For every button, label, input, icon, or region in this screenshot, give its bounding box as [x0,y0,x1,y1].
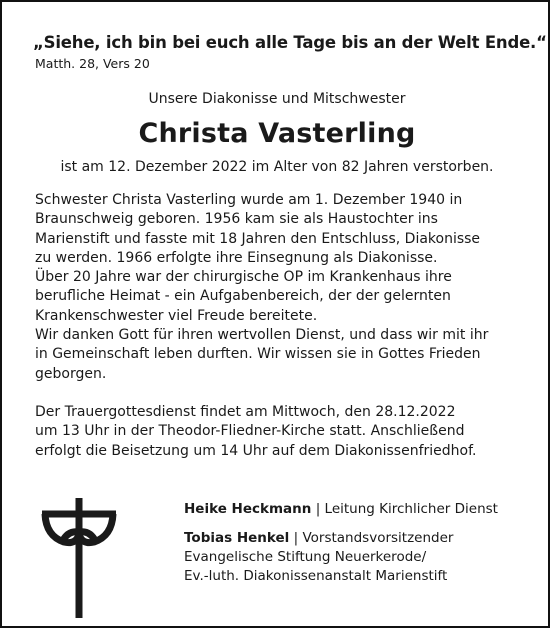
service-line: um 13 Uhr in der Theodor-Fliedner-Kirche statt. Anschließend [35,423,465,440]
signatory-role: Vorstandsvorsitzender [302,530,454,546]
bio-line: Wir danken Gott für ihren wertvollen Dienst, und dass wir mit ihr [35,327,489,344]
bio-line: geborgen. [35,365,107,382]
bio-line: Braunschweig geboren. 1956 kam sie als Haustochter ins [35,211,438,228]
bio-line: berufliche Heimat - ein Aufgabenbereich, der der gelernten [35,288,451,305]
bio-line: Marienstift und fasste mit 18 Jahren den Entschluss, Diakonisse [35,230,481,247]
intro-line: Unsere Diakonisse und Mitschwester [148,91,406,107]
bible-quote: „Siehe, ich bin bei euch alle Tage bis an der Welt Ende.“ [33,33,547,52]
service-line: erfolgt die Beisetzung um 14 Uhr auf dem Diakonissenfriedhof. [35,442,477,459]
separator: | [293,530,299,546]
signatory-role: Evangelische Stiftung Neuerkerode/ [184,549,427,565]
deceased-name: Christa Vasterling [138,118,416,149]
death-announcement: ist am 12. Dezember 2022 im Alter von 82 Jahren verstorben. [60,159,494,175]
signatory-role: Leitung Kirchlicher Dienst [324,501,498,517]
bio-line: Krankenschwester viel Freude bereitete. [35,307,318,324]
paragraph-gap [35,384,488,403]
bio-line: in Gemeinschaft leben durften. Wir wissen sie in Gottes Frieden [35,346,481,363]
signatory-role: Ev.-luth. Diakonissenanstalt Marienstift [184,568,448,584]
obituary-body [35,191,488,461]
bio-line: Über 20 Jahre war der chirurgische OP im Krankenhaus ihre [35,269,452,286]
service-line: Der Trauergottesdienst findet am Mittwoch, den 28.12.2022 [35,403,456,420]
signatory-name: Tobias Henkel [184,530,290,546]
signature-block [184,500,498,519]
separator: | [315,501,321,517]
signature-block [184,529,453,586]
bio-line: Schwester Christa Vasterling wurde am 1. Dezember 1940 in [35,192,463,208]
cross-with-crown-icon [38,494,120,618]
quote-reference: Matth. 28, Vers 20 [35,56,150,71]
bio-line: zu werden. 1966 erfolgte ihre Einsegnung als Diakonisse. [35,249,438,266]
signatory-name: Heike Heckmann [184,501,312,517]
